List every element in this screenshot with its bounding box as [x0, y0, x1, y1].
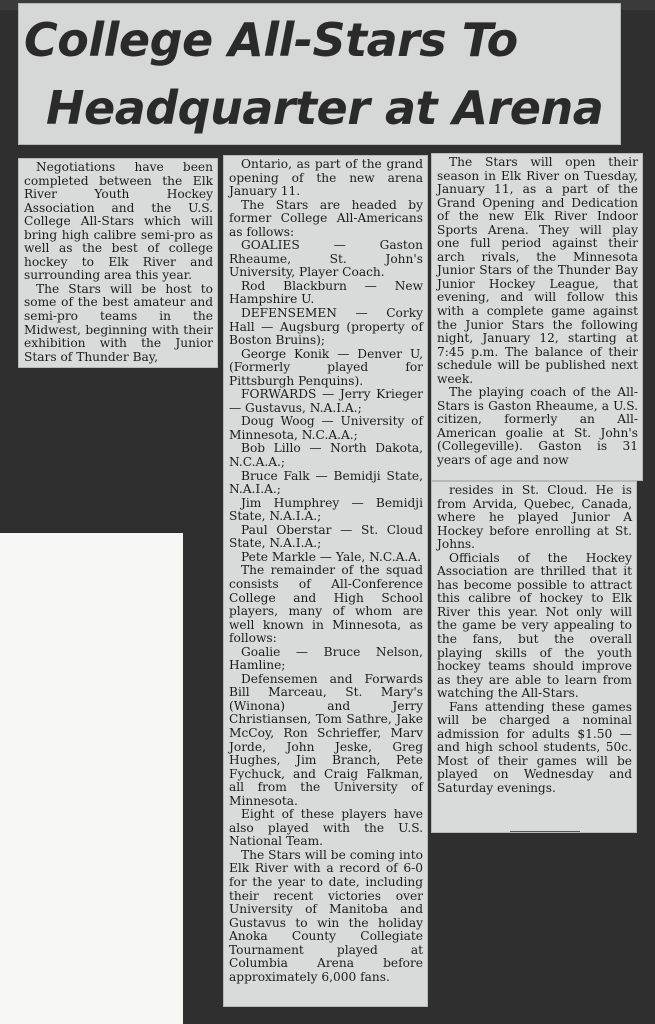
paragraph: George Konik — Denver U, (Formerly played for Pittsburgh Penquins). [229, 346, 423, 388]
paragraph: The Stars will be coming into Elk River with a record of 6-0 for the year to date, including their recent victories over University of Manitoba and Gustavus to win the holiday Anoka County Collegiate Tournament played at Columbia Arena before approximately 6,000 fans. [229, 847, 423, 984]
paragraph: resides in St. Cloud. He is from Arvida, Quebec, Canada, where he played Junior A Hockey before enrolling at St. Johns. [437, 483, 632, 552]
paragraph: The remainder of the squad consists of All-Conference College and High School players, many of whom are well known in Minnesota, as follows: [229, 563, 423, 646]
article-column-3-top [431, 153, 643, 481]
headline-clipping [18, 3, 621, 145]
article-column-1 [18, 158, 218, 368]
paragraph: Goalie — Bruce Nelson, Hamline; [229, 644, 423, 673]
paragraph: The playing coach of the All-Stars is Gaston Rheaume, a U.S. citizen, formerly an All-American goalie at St. John's (Collegeville). Gaston is 31 years of age and now [437, 385, 638, 468]
paragraph: The Stars will be host to some of the best amateur and semi-pro teams in the Midwest, beginning with their exhibition with the Junior Stars of Thunder Bay, [24, 281, 213, 364]
headline-line-1: College All-Stars To [24, 13, 518, 67]
article-column-3-bottom [431, 481, 637, 833]
article-headline [18, 3, 621, 145]
paragraph: Negotiations have been completed between the Elk River Youth Hockey Association and the U.S. College All-Stars which will bring high calibre semi-pro as well as the best of college hockey to Elk River and surrounding area this year. [24, 160, 213, 283]
paragraph: Officials of the Hockey Association are thrilled that it has become possible to attract this calibre of hockey to Elk River this year. Not only will the game be very appealing to the fans, but the overall playing skills of the youth hockey teams should improve as they are able to learn from watching the All-Stars. [437, 550, 632, 701]
headline-line-2: Headquarter at Arena [46, 81, 604, 135]
paragraph: The Stars are headed by former College All-Americans as follows: [229, 197, 423, 239]
paragraph: GOALIES — Gaston Rheaume, St. John's University, Player Coach. [229, 238, 423, 280]
paragraph: Fans attending these games will be charged a nominal admission for adults $1.50 — and high school students, 50c. Most of their games will be played on Wednesday and Saturday evenings. [437, 699, 632, 796]
paragraph: Defensemen and Forwards Bill Marceau, St. Mary's (Winona) and Jerry Christiansen, Tom Sathre, Jake McCoy, Ron Schrieffer, Marv Jorde, John Jeske, Greg Hughes, Jim Branch, Pete Fychuck, and Craig Falkman, all from the University of Minnesota. [229, 671, 423, 808]
end-rule [510, 831, 580, 832]
paragraph: FORWARDS — Jerry Krieger — Gustavus, N.A.I.A.; [229, 387, 423, 415]
paragraph: Paul Oberstar — St. Cloud State, N.A.I.A.; [229, 522, 423, 551]
paragraph: Doug Woog — University of Minnesota, N.C.A.A.; [229, 414, 423, 442]
paragraph: Pete Markle — Yale, N.C.A.A. [241, 549, 421, 564]
paragraph: Bob Lillo — North Dakota, N.C.A.A.; [229, 441, 423, 470]
paragraph: Ontario, as part of the grand opening of the new arena January 11. [229, 157, 423, 199]
paragraph: DEFENSEMEN — Corky Hall — Augsburg (property of Boston Bruins); [229, 306, 423, 348]
paragraph: The Stars will open their season in Elk River on Tuesday, January 11, as a part of the Grand Opening and Dedication of the new Elk River Indoor Sports Arena. They will play one full period against their arch rivals, the Minnesota Junior Stars of the Thunder Bay Junior Hockey League, that evening, and will follow this with a complete game against the Junior Stars the following night, January 12, starting at 7:45 p.m. The balance of their schedule will be published next week. [437, 155, 638, 386]
scan-paper-background [0, 533, 183, 1024]
paragraph: Bruce Falk — Bemidji State, N.A.I.A.; [229, 468, 423, 497]
article-column-2 [223, 155, 428, 1007]
paragraph: Eight of these players have also played with the U.S. National Team. [229, 807, 423, 849]
paragraph: Jim Humphrey — Bemidji State, N.A.I.A.; [229, 495, 423, 524]
paragraph: Rod Blackburn — New Hampshire U. [229, 278, 423, 307]
